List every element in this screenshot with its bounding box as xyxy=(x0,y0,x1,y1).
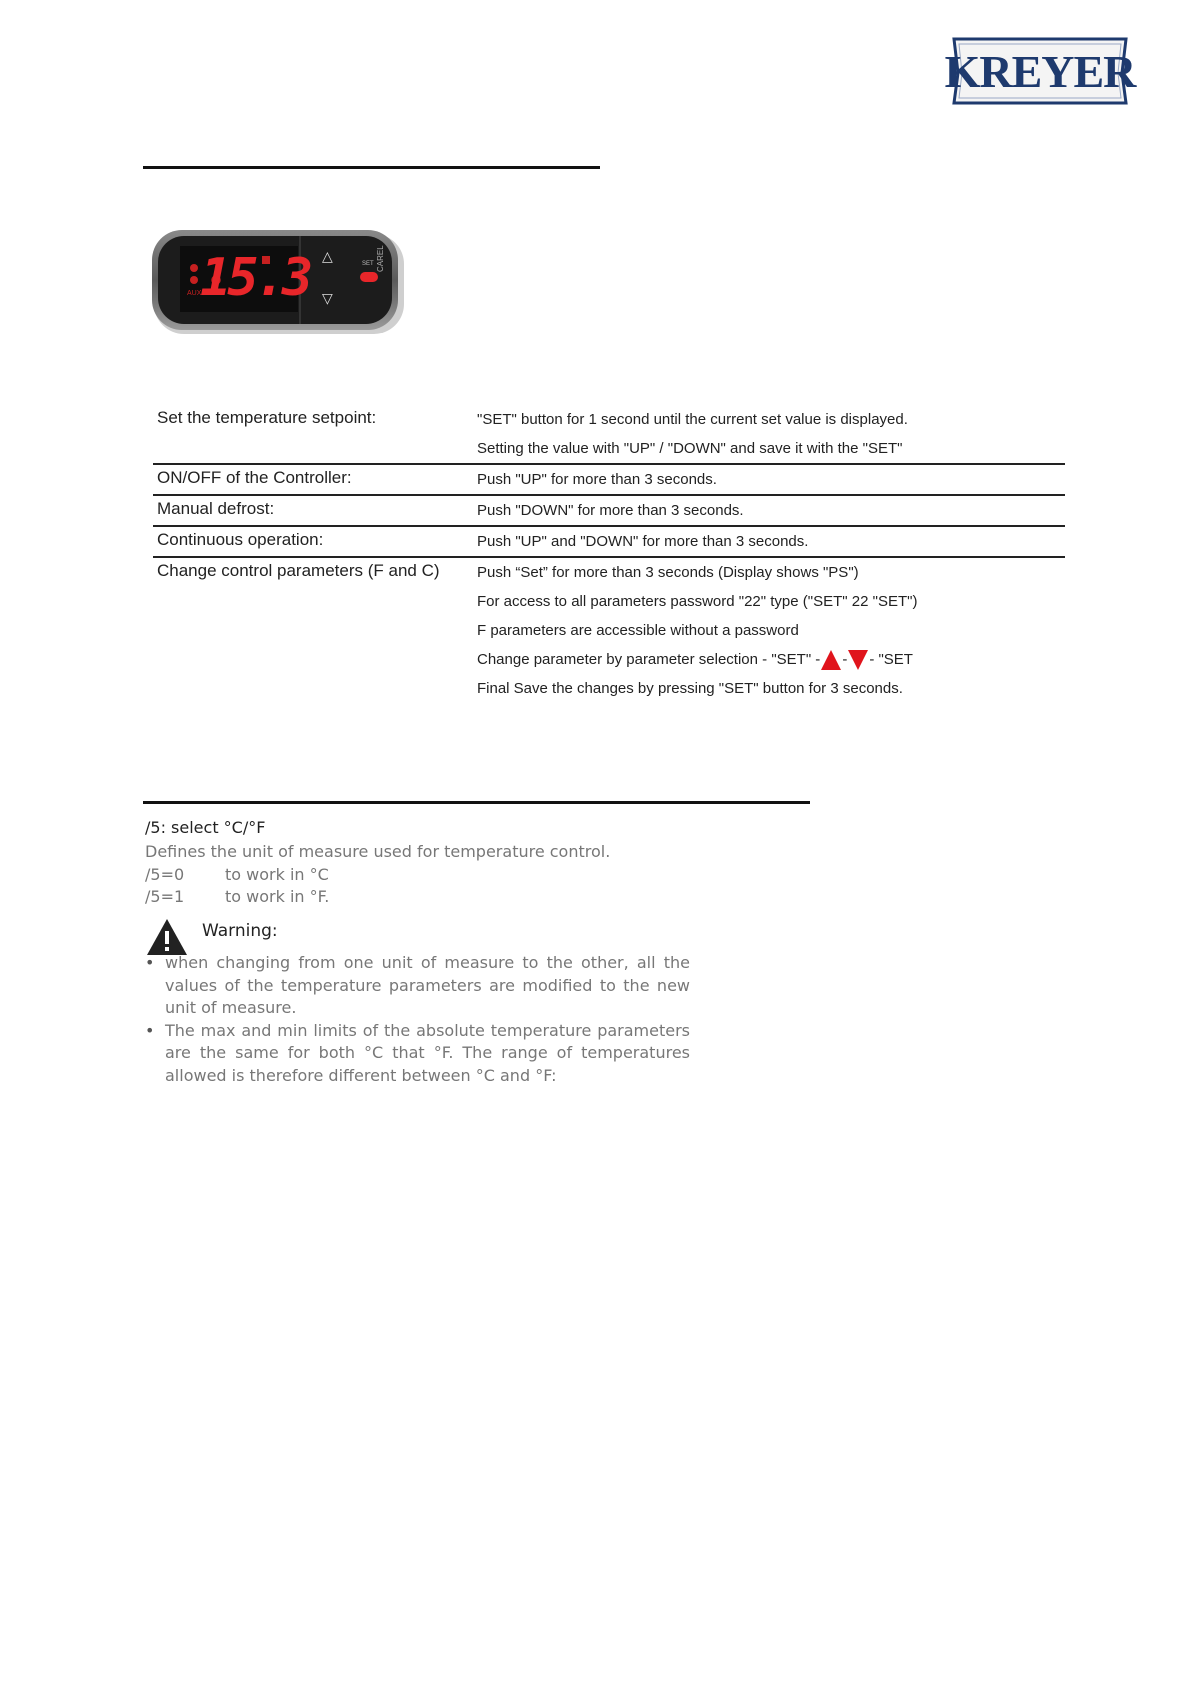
section-rule-top xyxy=(143,166,600,169)
down-arrow-icon xyxy=(847,649,869,671)
row-text: Push "DOWN" for more than 3 seconds. xyxy=(477,502,744,519)
section-rule-bottom xyxy=(143,801,810,804)
row-label: ON/OFF of the Controller: xyxy=(157,468,352,487)
row-text: For access to all parameters password "22" type ("SET" 22 "SET") xyxy=(477,593,918,610)
param-value-text: to work in °C xyxy=(225,864,329,884)
bullet-dot: • xyxy=(145,953,155,972)
row-label: Change control parameters (F and C) xyxy=(157,561,440,580)
bullet-text: The max and min limits of the absolute temperature parameters are the same for both °C that °F. The range of temperatures allowed is therefore different between °C and °F: xyxy=(165,1020,690,1085)
table-row xyxy=(153,405,1065,465)
controller-device xyxy=(150,228,405,336)
param-description xyxy=(145,841,610,909)
param-title: /5: select °C/°F xyxy=(145,818,266,837)
row-text: F parameters are accessible without a password xyxy=(477,622,799,639)
param-value-code: /5=0 xyxy=(145,864,185,884)
row-text-selection xyxy=(477,645,1065,674)
display-value: 15.3 xyxy=(200,248,310,308)
brand-label: CAREL xyxy=(376,245,385,272)
warning-title: Warning: xyxy=(202,921,278,941)
table-row xyxy=(153,465,1065,496)
set-label: SET xyxy=(362,261,374,267)
table-row xyxy=(153,558,1065,703)
down-button: ▽ xyxy=(322,290,333,306)
list-item xyxy=(145,952,690,1020)
row-text: Push "UP" for more than 3 seconds. xyxy=(477,471,717,488)
selection-text-before: Change parameter by parameter selection - "SET" - xyxy=(477,651,821,668)
table-row xyxy=(153,496,1065,527)
row-text: Push “Set” for more than 3 seconds (Display shows "PS") xyxy=(477,564,859,581)
up-arrow-icon xyxy=(820,649,842,671)
selection-text-middle: - xyxy=(842,651,848,668)
bullet-dot: • xyxy=(145,1020,155,1040)
param-value-code: /5=1 xyxy=(145,887,185,906)
row-label: Continuous operation: xyxy=(157,530,324,549)
row-text: "SET" button for 1 second until the current set value is displayed. xyxy=(477,411,908,428)
row-label: Set the temperature setpoint: xyxy=(157,408,377,427)
param-description-text: Defines the unit of measure used for temperature control. xyxy=(145,842,611,861)
up-button: △ xyxy=(322,248,333,264)
row-text: Push "UP" and "DOWN" for more than 3 seconds. xyxy=(477,533,809,550)
selection-text-after: - "SET xyxy=(869,651,913,668)
warning-list xyxy=(145,952,690,1087)
row-label: Manual defrost: xyxy=(157,499,275,518)
param-value-text: to work in °F. xyxy=(225,887,330,906)
warning-icon xyxy=(146,918,188,956)
list-item xyxy=(145,1020,690,1088)
aux-label: AUX xyxy=(187,290,202,297)
table-row xyxy=(153,527,1065,558)
instruction-table xyxy=(153,405,1065,703)
kreyer-logo xyxy=(944,33,1136,109)
row-text: Setting the value with "UP" / "DOWN" and save it with the "SET" xyxy=(477,440,903,457)
param-value-row xyxy=(145,886,610,909)
bullet-text: when changing from one unit of measure to the other, all the values of the temperature parameters are modified to the new unit of measure. xyxy=(165,953,690,1017)
param-value-row xyxy=(145,864,610,887)
logo-text: KREYER xyxy=(944,45,1136,97)
row-text: Final Save the changes by pressing "SET" button for 3 seconds. xyxy=(477,680,903,697)
